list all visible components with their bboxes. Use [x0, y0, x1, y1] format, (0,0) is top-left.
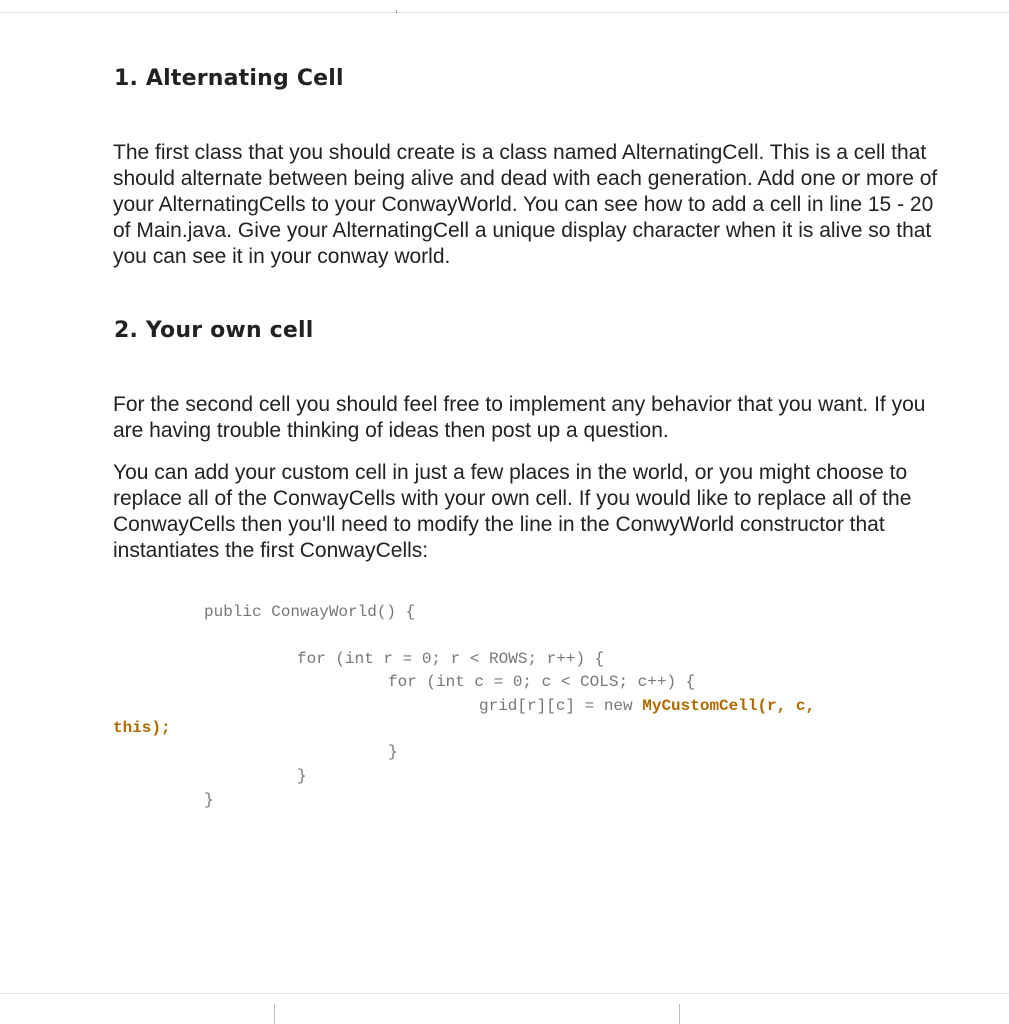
code-assignment-prefix: grid[r][c] = new: [479, 697, 643, 715]
code-line-inner-loop: for (int c = 0; c < COLS; c++) {: [388, 673, 696, 691]
top-tick-mark: [396, 10, 397, 13]
code-line-constructor: public ConwayWorld() {: [204, 603, 416, 621]
bottom-divider: [0, 993, 1009, 994]
code-line-outer-loop: for (int r = 0; r < ROWS; r++) {: [297, 650, 605, 668]
code-close-constructor: }: [204, 791, 214, 809]
code-line-this: [113, 718, 171, 738]
code-close-inner-loop: }: [388, 743, 398, 761]
section-heading-your-own-cell: 2. Your own cell: [114, 318, 314, 343]
section-heading-alternating-cell: 1. Alternating Cell: [114, 66, 344, 91]
top-divider: [0, 12, 1009, 13]
code-line-assignment: [479, 696, 815, 716]
bottom-tick-mark-right: [679, 1004, 680, 1024]
code-custom-cell-call: MyCustomCell(r, c,: [642, 697, 816, 715]
code-this-argument: this);: [113, 719, 171, 737]
custom-cell-instructions: You can add your custom cell in just a few places in the world, or you might choose to replace all of the ConwayCells with your own cell. If you would like to replace all of the ConwayCells then you'll need to modify the line in the ConwyWorld constructor that instantiates the first ConwayCells:: [113, 461, 912, 562]
code-close-outer-loop: }: [297, 767, 307, 785]
bottom-tick-mark-left: [274, 1004, 275, 1024]
own-cell-description: For the second cell you should feel free to implement any behavior that you want. If you are having trouble thinking of ideas then post up a question.: [113, 393, 926, 442]
alternating-cell-description: The first class that you should create is a class named AlternatingCell. This is a cell that should alternate between being alive and dead with each generation. Add one or more of your AlternatingCells to your ConwayWorld. You can see how to add a cell in line 15 - 20 of Main.java. Give your AlternatingCell a unique display character when it is alive so that you can see it in your conway world.: [113, 141, 938, 268]
